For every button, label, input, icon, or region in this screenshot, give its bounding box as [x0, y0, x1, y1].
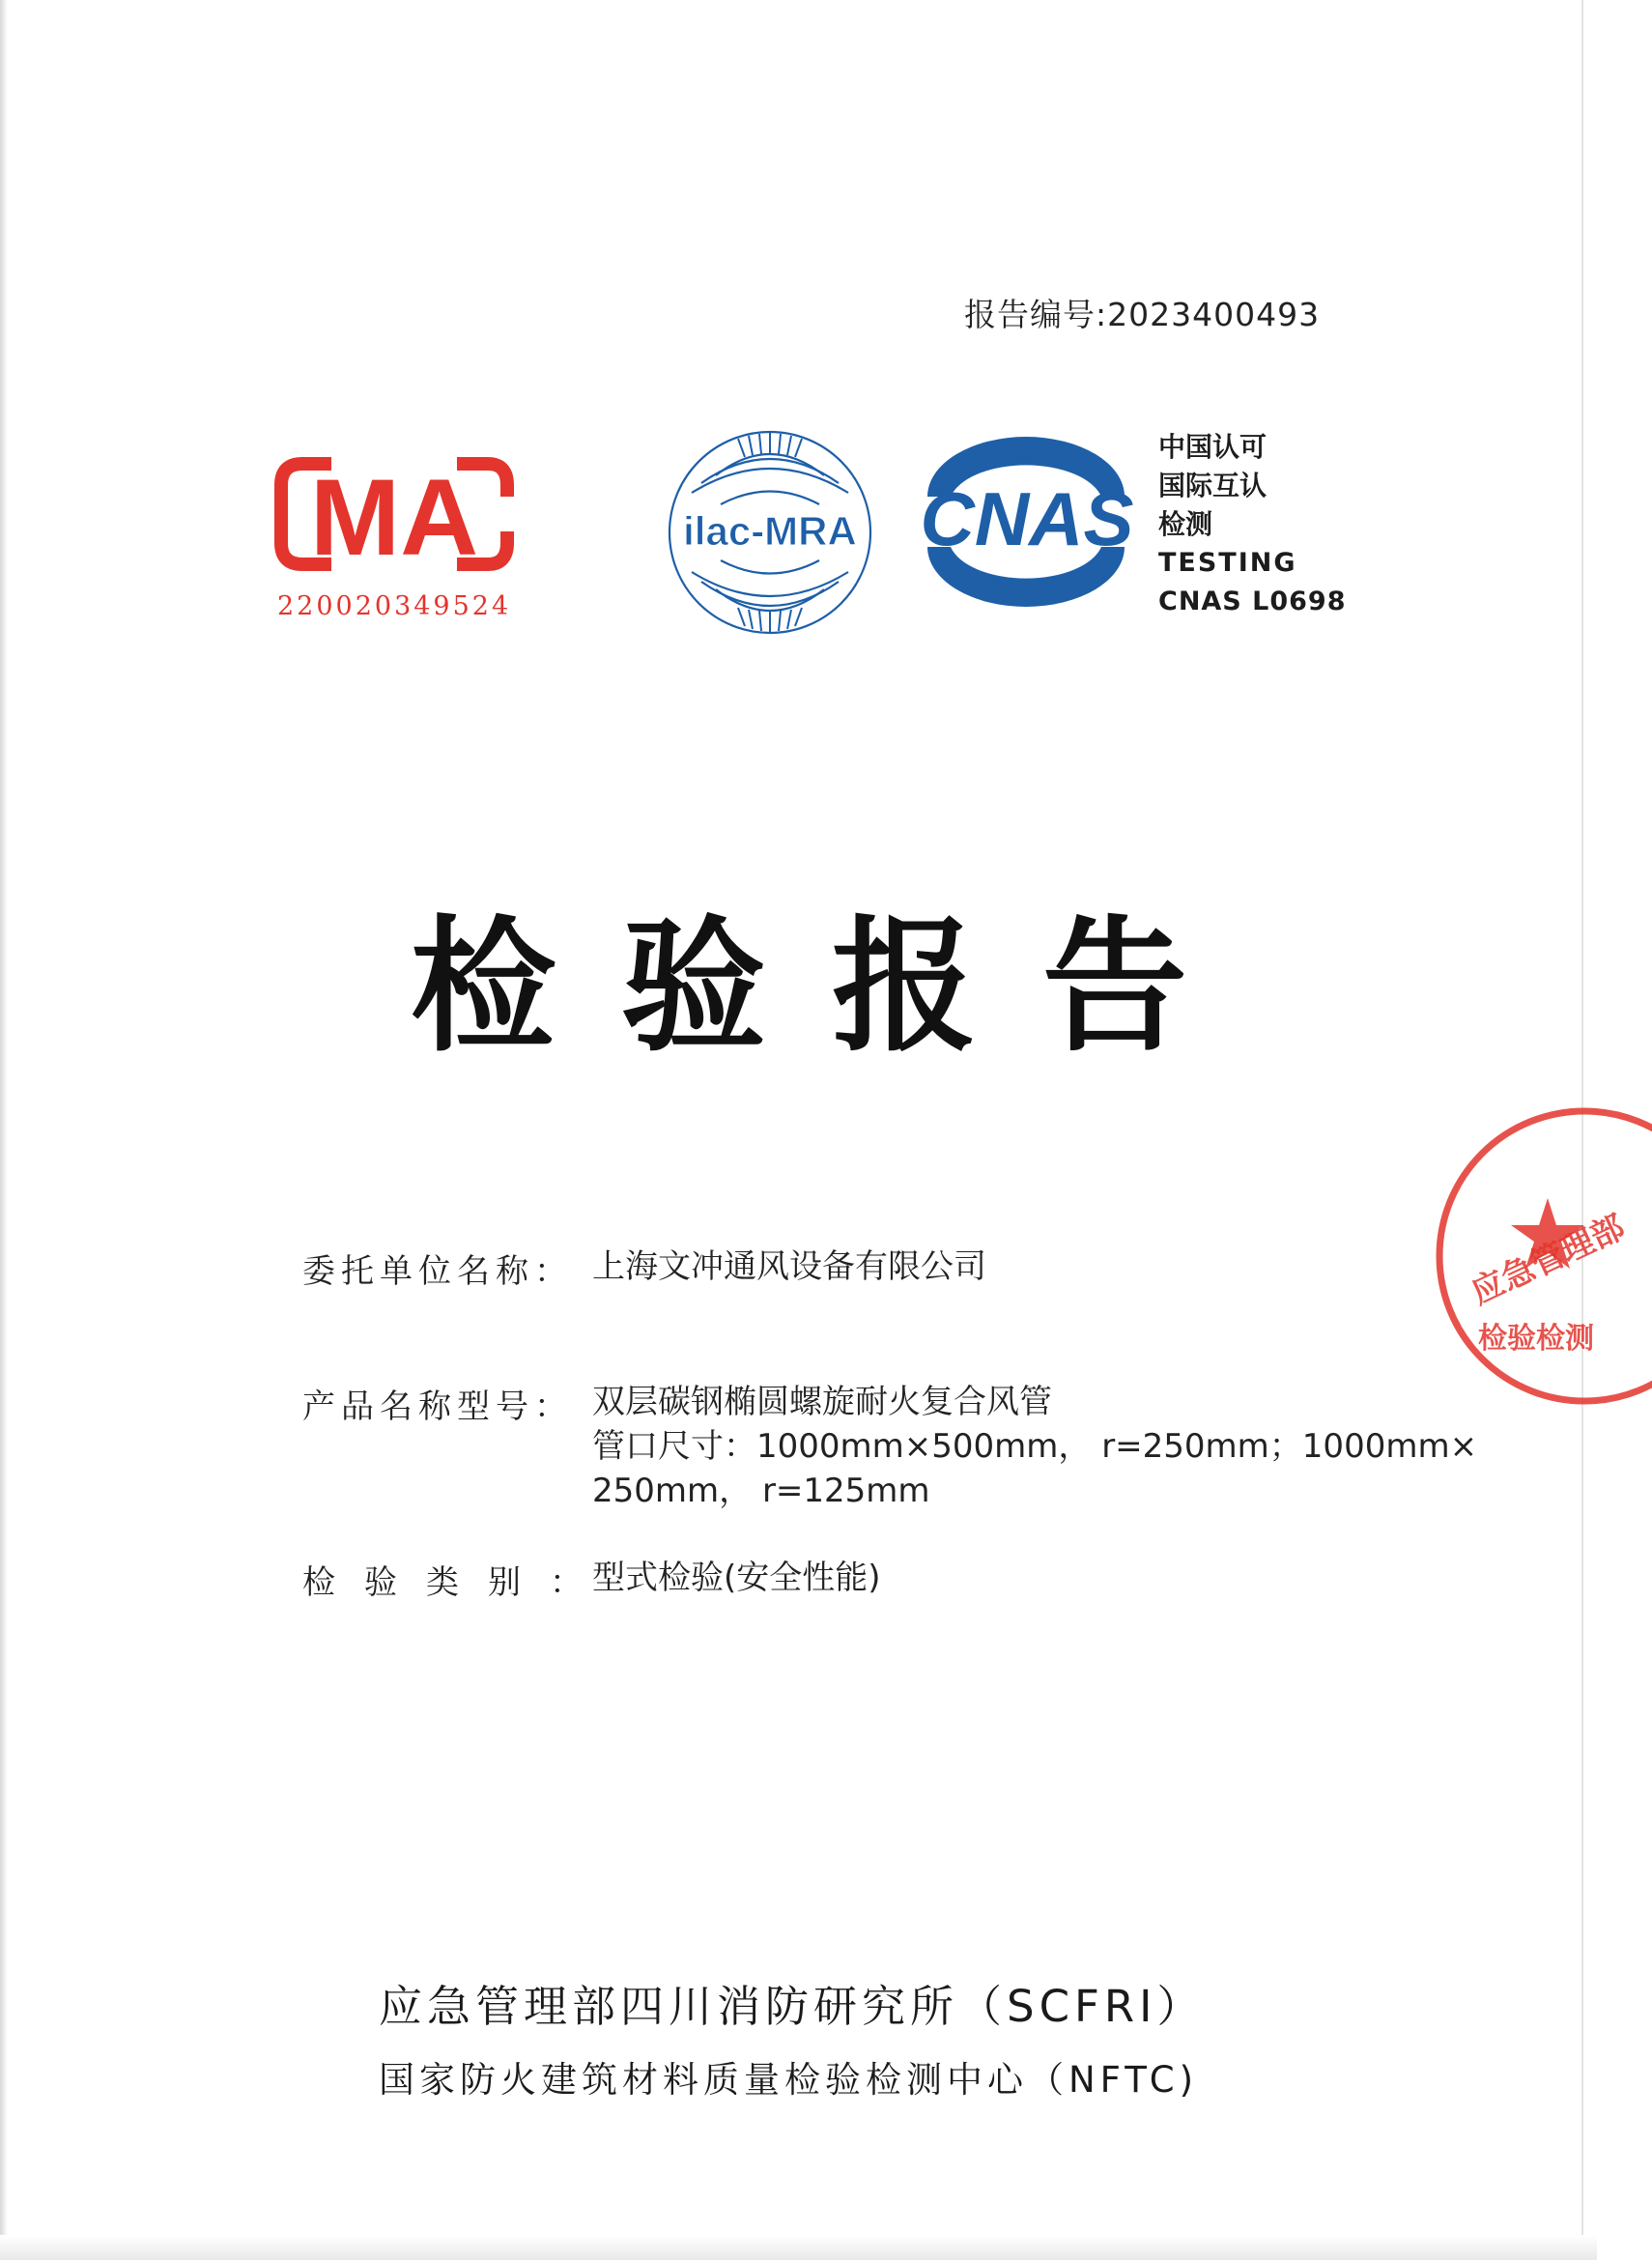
report-number-value: 2023400493 [1107, 296, 1321, 333]
cma-letters: MA [309, 457, 479, 578]
cnas-caption-line: CNAS L0698 [1158, 586, 1347, 616]
cnas-text: CNAS [920, 476, 1134, 561]
cnas-caption-line: 国际互认 [1158, 470, 1267, 501]
report-number-label: 报告编号 [964, 296, 1096, 333]
institute-seal [1420, 1101, 1652, 1411]
product-spec-line: 250mm， r=125mm [592, 1472, 930, 1510]
cnas-caption-line: TESTING [1158, 548, 1297, 578]
cma-number: 220020349524 [277, 591, 512, 621]
product-name: 双层碳钢椭圆螺旋耐火复合风管 [592, 1383, 1052, 1421]
svg-text:应急管理部: 应急管理部 [1465, 1208, 1631, 1313]
cnas-caption-line: 中国认可 [1158, 431, 1267, 463]
cnas-logo [900, 429, 1154, 613]
footer-center: 国家防火建筑材料质量检验检测中心（NFTC) [379, 2059, 1199, 2101]
page-edge-bottom [0, 2235, 1597, 2260]
cnas-caption [1158, 428, 1352, 621]
category-label: 检验类别： [302, 1563, 612, 1602]
product-value [592, 1380, 1477, 1513]
cnas-caption-line: 检测 [1158, 508, 1213, 540]
category-value: 型式检验(安全性能) [592, 1559, 881, 1597]
page-title: 检验报告 [411, 903, 1254, 1072]
report-number [964, 290, 1320, 335]
page-edge-left [0, 0, 8, 2260]
client-label: 委托单位名称： [302, 1252, 573, 1291]
ilac-mra-logo [663, 425, 877, 640]
report-number-separator: : [1096, 296, 1108, 333]
client-value: 上海文冲通风设备有限公司 [592, 1247, 986, 1286]
ilac-mra-text: ilac-MRA [683, 508, 857, 554]
product-label: 产品名称型号： [302, 1387, 573, 1426]
svg-text:检验检测: 检验检测 [1478, 1322, 1594, 1356]
product-spec-line: 管口尺寸：1000mm×500mm， r=250mm；1000mm× [592, 1427, 1478, 1466]
footer-institute: 应急管理部四川消防研究所（SCFRI） [379, 1981, 1206, 2032]
